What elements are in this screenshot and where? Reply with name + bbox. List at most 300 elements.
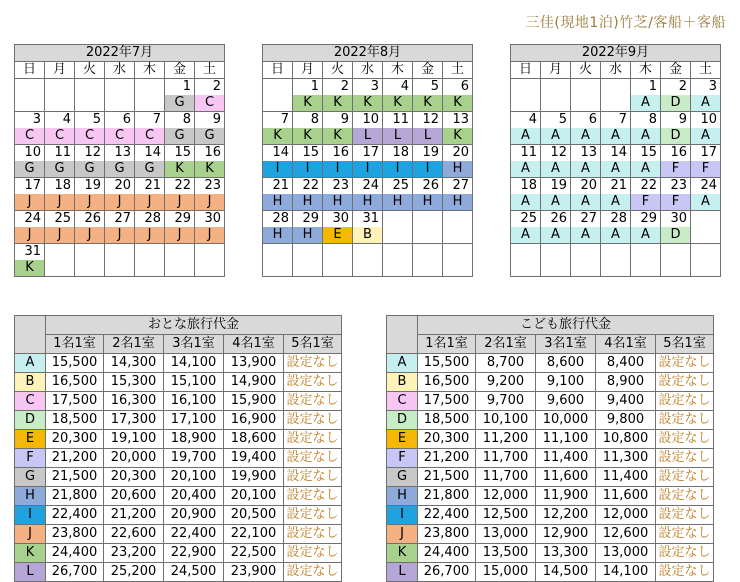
price-value: 15,900 <box>224 392 284 411</box>
calendar-day-code: I <box>323 161 353 178</box>
calendar-day-code: G <box>165 128 195 145</box>
price-not-available: 設定なし <box>656 449 714 468</box>
price-value: 20,400 <box>164 487 224 506</box>
calendar-day-number <box>541 79 571 96</box>
calendar-day-code: K <box>323 128 353 145</box>
price-value: 20,300 <box>104 468 164 487</box>
price-code-label: H <box>387 487 418 506</box>
weekday-header: 火 <box>571 62 601 79</box>
calendar-day-number <box>323 244 353 261</box>
calendar-day-code: A <box>631 227 661 244</box>
calendar-day-number: 14 <box>263 145 293 162</box>
calendar-day-number: 15 <box>293 145 323 162</box>
table-row <box>15 411 342 430</box>
price-value: 15,500 <box>46 354 104 373</box>
price-value: 17,300 <box>104 411 164 430</box>
calendar-day-code <box>105 95 135 112</box>
price-code-label: D <box>15 411 46 430</box>
price-value: 12,500 <box>476 506 536 525</box>
table-row <box>387 430 714 449</box>
price-value: 9,700 <box>476 392 536 411</box>
price-table-title: おとな旅行代金 <box>46 316 342 335</box>
price-value: 22,100 <box>224 525 284 544</box>
price-code-label: B <box>15 373 46 392</box>
calendar-day-code: I <box>293 161 323 178</box>
price-code-label: L <box>387 563 418 582</box>
price-value: 26,700 <box>46 563 104 582</box>
calendar-day-number <box>571 244 601 261</box>
calendar-day-number: 30 <box>323 211 353 228</box>
calendar-day-number: 6 <box>443 79 473 96</box>
price-code-label: L <box>15 563 46 582</box>
price-value: 9,800 <box>596 411 656 430</box>
calendar-day-code <box>571 260 601 277</box>
calendar-day-code: K <box>15 260 45 277</box>
calendar-day-number: 12 <box>75 145 105 162</box>
calendar-day-number: 24 <box>15 211 45 228</box>
calendar-august <box>262 44 473 277</box>
calendar-day-code <box>135 95 165 112</box>
calendar-day-code <box>383 227 413 244</box>
price-value: 9,200 <box>476 373 536 392</box>
calendar-day-code: H <box>413 194 443 211</box>
price-not-available: 設定なし <box>656 468 714 487</box>
weekday-header: 水 <box>353 62 383 79</box>
price-not-available: 設定なし <box>656 373 714 392</box>
table-row <box>387 487 714 506</box>
price-not-available: 設定なし <box>284 468 342 487</box>
calendar-day-code: A <box>631 128 661 145</box>
calendar-day-code: A <box>511 227 541 244</box>
calendar-day-number: 17 <box>691 145 721 162</box>
calendar-day-code <box>263 260 293 277</box>
calendar-day-code: K <box>293 95 323 112</box>
calendar-day-code: H <box>443 161 473 178</box>
calendar-day-number <box>45 79 75 96</box>
price-value: 8,600 <box>536 354 596 373</box>
weekday-header: 金 <box>165 62 195 79</box>
calendar-day-code: I <box>383 161 413 178</box>
calendar-day-code: K <box>195 161 225 178</box>
calendar-day-code: A <box>541 128 571 145</box>
calendar-day-code: K <box>383 95 413 112</box>
weekday-header: 木 <box>135 62 165 79</box>
price-value: 13,000 <box>596 544 656 563</box>
price-not-available: 設定なし <box>656 487 714 506</box>
calendar-day-code: C <box>15 128 45 145</box>
calendar-day-number: 3 <box>691 79 721 96</box>
calendar-day-code: K <box>165 161 195 178</box>
calendar-day-number: 22 <box>165 178 195 195</box>
calendar-day-number <box>135 79 165 96</box>
calendar-day-code: K <box>263 128 293 145</box>
calendar-day-number: 29 <box>165 211 195 228</box>
price-code-label: G <box>15 468 46 487</box>
price-column-header: 2名1室 <box>104 335 164 354</box>
calendar-day-code: D <box>661 128 691 145</box>
calendar-day-code: A <box>511 128 541 145</box>
price-value: 26,700 <box>418 563 476 582</box>
calendar-day-number: 2 <box>195 79 225 96</box>
calendar-day-code: J <box>195 194 225 211</box>
price-value: 22,900 <box>164 544 224 563</box>
table-row <box>387 544 714 563</box>
calendar-day-code: F <box>661 194 691 211</box>
calendar-day-code: E <box>323 227 353 244</box>
calendar-day-code <box>105 260 135 277</box>
calendar-day-code: A <box>601 161 631 178</box>
price-value: 16,900 <box>224 411 284 430</box>
calendar-day-number: 20 <box>443 145 473 162</box>
calendar-day-code <box>571 95 601 112</box>
calendar-day-code: K <box>293 128 323 145</box>
calendar-day-number: 19 <box>75 178 105 195</box>
calendar-day-code: G <box>135 161 165 178</box>
calendar-day-code: G <box>105 161 135 178</box>
price-value: 23,900 <box>224 563 284 582</box>
calendar-july <box>14 44 225 277</box>
price-not-available: 設定なし <box>284 563 342 582</box>
price-value: 25,200 <box>104 563 164 582</box>
price-value: 8,900 <box>596 373 656 392</box>
calendar-day-number: 17 <box>15 178 45 195</box>
calendar-day-code: H <box>353 194 383 211</box>
calendar-september <box>510 44 721 277</box>
calendar-day-code: G <box>15 161 45 178</box>
calendar-day-number <box>263 244 293 261</box>
calendar-day-number: 28 <box>601 211 631 228</box>
calendar-day-number: 23 <box>661 178 691 195</box>
price-value: 21,500 <box>418 468 476 487</box>
price-column-header: 1名1室 <box>418 335 476 354</box>
price-not-available: 設定なし <box>284 411 342 430</box>
price-column-header: 2名1室 <box>476 335 536 354</box>
calendar-day-number: 10 <box>353 112 383 129</box>
calendar-day-number: 6 <box>105 112 135 129</box>
calendar-day-code <box>541 95 571 112</box>
calendar-day-code <box>443 227 473 244</box>
calendar-day-number: 10 <box>691 112 721 129</box>
table-row <box>387 449 714 468</box>
calendar-day-number: 29 <box>293 211 323 228</box>
calendar-day-number: 8 <box>293 112 323 129</box>
calendar-day-code: H <box>263 194 293 211</box>
calendar-day-number: 22 <box>293 178 323 195</box>
weekday-header: 土 <box>195 62 225 79</box>
calendar-day-number <box>691 244 721 261</box>
table-row <box>387 392 714 411</box>
calendar-day-code: J <box>75 227 105 244</box>
calendar-day-code: C <box>135 128 165 145</box>
price-value: 24,400 <box>418 544 476 563</box>
calendar-day-code <box>601 95 631 112</box>
price-table-title: こども旅行代金 <box>418 316 714 335</box>
calendar-day-number: 30 <box>661 211 691 228</box>
calendar-day-code: H <box>293 194 323 211</box>
table-row <box>15 506 342 525</box>
calendar-day-number: 17 <box>353 145 383 162</box>
calendar-day-code: D <box>661 227 691 244</box>
price-value: 22,400 <box>164 525 224 544</box>
calendar-day-number: 25 <box>511 211 541 228</box>
price-code-label: C <box>15 392 46 411</box>
calendar-day-number: 22 <box>631 178 661 195</box>
weekday-header: 木 <box>631 62 661 79</box>
calendar-day-number <box>443 244 473 261</box>
calendar-day-code: H <box>443 194 473 211</box>
calendar-day-number: 8 <box>631 112 661 129</box>
calendar-day-code: K <box>353 95 383 112</box>
calendar-day-number: 26 <box>413 178 443 195</box>
calendar-day-code <box>413 260 443 277</box>
calendar-day-code: A <box>631 161 661 178</box>
calendar-day-code: J <box>45 227 75 244</box>
price-not-available: 設定なし <box>656 544 714 563</box>
calendar-day-number: 14 <box>135 145 165 162</box>
calendar-day-code: H <box>293 227 323 244</box>
price-value: 14,100 <box>164 354 224 373</box>
calendar-day-number <box>165 244 195 261</box>
calendar-day-code <box>691 227 721 244</box>
calendar-day-code: G <box>75 161 105 178</box>
price-not-available: 設定なし <box>284 430 342 449</box>
calendar-day-number: 20 <box>105 178 135 195</box>
calendar-day-number <box>105 79 135 96</box>
price-column-header: 4名1室 <box>596 335 656 354</box>
weekday-header: 土 <box>443 62 473 79</box>
price-value: 17,500 <box>418 392 476 411</box>
calendar-day-number <box>631 244 661 261</box>
calendar-day-number: 12 <box>413 112 443 129</box>
price-value: 13,000 <box>476 525 536 544</box>
price-value: 19,700 <box>164 449 224 468</box>
calendar-day-number: 26 <box>541 211 571 228</box>
calendar-day-number: 16 <box>195 145 225 162</box>
calendar-day-number: 23 <box>323 178 353 195</box>
price-not-available: 設定なし <box>656 506 714 525</box>
calendar-day-number: 30 <box>195 211 225 228</box>
table-row <box>15 373 342 392</box>
calendar-day-code <box>15 95 45 112</box>
calendar-day-number: 25 <box>45 211 75 228</box>
price-value: 19,400 <box>224 449 284 468</box>
weekday-header: 月 <box>293 62 323 79</box>
price-value: 20,000 <box>104 449 164 468</box>
calendar-day-number: 13 <box>443 112 473 129</box>
calendar-day-number: 27 <box>571 211 601 228</box>
price-value: 18,500 <box>418 411 476 430</box>
price-value: 21,200 <box>104 506 164 525</box>
calendar-day-code: A <box>541 194 571 211</box>
calendar-day-code <box>691 260 721 277</box>
price-not-available: 設定なし <box>284 544 342 563</box>
price-code-label: G <box>387 468 418 487</box>
table-row <box>15 468 342 487</box>
calendar-day-number <box>413 211 443 228</box>
weekday-header: 日 <box>263 62 293 79</box>
calendar-day-number: 15 <box>165 145 195 162</box>
calendar-day-number: 15 <box>631 145 661 162</box>
calendar-day-number: 11 <box>45 145 75 162</box>
price-not-available: 設定なし <box>656 430 714 449</box>
calendar-day-code <box>661 260 691 277</box>
calendar-day-code: H <box>383 194 413 211</box>
calendar-day-code: L <box>413 128 443 145</box>
price-code-label: C <box>387 392 418 411</box>
price-value: 12,000 <box>596 506 656 525</box>
price-value: 15,100 <box>164 373 224 392</box>
calendar-day-number: 4 <box>511 112 541 129</box>
price-value: 20,300 <box>46 430 104 449</box>
calendar-day-code: G <box>165 95 195 112</box>
price-code-label: E <box>15 430 46 449</box>
calendar-day-code <box>511 95 541 112</box>
calendar-day-code: I <box>263 161 293 178</box>
price-code-label: D <box>387 411 418 430</box>
table-row <box>387 354 714 373</box>
price-code-label: F <box>15 449 46 468</box>
calendar-day-number <box>413 244 443 261</box>
calendar-day-number: 25 <box>383 178 413 195</box>
price-value: 22,400 <box>46 506 104 525</box>
calendar-day-number: 16 <box>323 145 353 162</box>
calendar-day-number: 19 <box>413 145 443 162</box>
price-code-label: I <box>15 506 46 525</box>
calendar-day-code: H <box>263 227 293 244</box>
price-code-label: A <box>15 354 46 373</box>
calendar-day-code: C <box>75 128 105 145</box>
table-row <box>15 525 342 544</box>
price-value: 11,400 <box>536 449 596 468</box>
calendar-day-code <box>75 95 105 112</box>
price-value: 10,100 <box>476 411 536 430</box>
price-value: 20,100 <box>224 487 284 506</box>
calendar-day-number: 18 <box>383 145 413 162</box>
calendar-day-code <box>45 95 75 112</box>
calendar-day-code: H <box>323 194 353 211</box>
calendar-day-number <box>383 244 413 261</box>
weekday-header: 月 <box>541 62 571 79</box>
weekday-header: 水 <box>601 62 631 79</box>
price-value: 22,400 <box>418 506 476 525</box>
calendar-day-number: 21 <box>601 178 631 195</box>
calendar-day-number <box>601 79 631 96</box>
price-value: 16,300 <box>104 392 164 411</box>
price-value: 17,500 <box>46 392 104 411</box>
price-not-available: 設定なし <box>656 392 714 411</box>
calendar-day-number: 28 <box>263 211 293 228</box>
price-value: 19,900 <box>224 468 284 487</box>
price-column-header: 3名1室 <box>536 335 596 354</box>
calendar-day-code: F <box>691 161 721 178</box>
price-value: 21,500 <box>46 468 104 487</box>
calendar-day-code <box>75 260 105 277</box>
adult-price-table <box>14 315 342 582</box>
price-code-label: H <box>15 487 46 506</box>
calendar-day-code: F <box>661 161 691 178</box>
calendar-day-number: 13 <box>105 145 135 162</box>
calendar-day-code <box>323 260 353 277</box>
calendar-day-code: I <box>353 161 383 178</box>
calendar-day-code <box>511 260 541 277</box>
weekday-header: 火 <box>75 62 105 79</box>
weekday-header: 水 <box>105 62 135 79</box>
calendar-day-number <box>511 79 541 96</box>
calendar-day-code: C <box>195 95 225 112</box>
calendar-day-code: J <box>15 227 45 244</box>
calendar-day-code: B <box>353 227 383 244</box>
price-not-available: 設定なし <box>284 449 342 468</box>
price-value: 11,100 <box>536 430 596 449</box>
calendar-day-code: F <box>631 194 661 211</box>
calendar-day-number: 24 <box>691 178 721 195</box>
calendar-day-code: J <box>135 227 165 244</box>
price-not-available: 設定なし <box>656 563 714 582</box>
calendar-day-number: 14 <box>601 145 631 162</box>
price-code-label: J <box>387 525 418 544</box>
calendar-month-title: 2022年8月 <box>263 45 473 62</box>
price-value: 20,300 <box>418 430 476 449</box>
calendar-day-number: 18 <box>45 178 75 195</box>
calendar-day-number: 2 <box>323 79 353 96</box>
calendar-day-code: C <box>45 128 75 145</box>
price-value: 18,500 <box>46 411 104 430</box>
price-not-available: 設定なし <box>656 354 714 373</box>
weekday-header: 火 <box>323 62 353 79</box>
calendar-day-code: J <box>45 194 75 211</box>
price-code-label: I <box>387 506 418 525</box>
calendar-day-number: 7 <box>263 112 293 129</box>
calendar-month-title: 2022年7月 <box>15 45 225 62</box>
calendar-day-code: K <box>443 95 473 112</box>
calendar-day-code: J <box>195 227 225 244</box>
calendar-day-number <box>353 244 383 261</box>
price-value: 20,600 <box>104 487 164 506</box>
price-value: 11,600 <box>536 468 596 487</box>
price-value: 16,500 <box>46 373 104 392</box>
calendar-day-number <box>15 79 45 96</box>
calendar-day-code <box>165 260 195 277</box>
price-value: 8,400 <box>596 354 656 373</box>
price-value: 23,200 <box>104 544 164 563</box>
calendar-day-code: J <box>105 194 135 211</box>
calendar-day-code <box>601 260 631 277</box>
calendar-day-number: 2 <box>661 79 691 96</box>
price-column-header: 5名1室 <box>284 335 342 354</box>
calendar-day-number <box>135 244 165 261</box>
calendar-day-number: 8 <box>165 112 195 129</box>
calendar-day-code: A <box>571 227 601 244</box>
calendar-day-code: A <box>511 194 541 211</box>
calendar-day-code: A <box>691 95 721 112</box>
child-price-table <box>386 315 714 582</box>
table-row <box>387 468 714 487</box>
calendar-day-code: A <box>571 128 601 145</box>
calendar-day-code: L <box>353 128 383 145</box>
calendar-day-code: A <box>511 161 541 178</box>
table-row <box>15 544 342 563</box>
table-row <box>15 392 342 411</box>
weekday-header: 木 <box>383 62 413 79</box>
price-code-label: A <box>387 354 418 373</box>
price-value: 24,400 <box>46 544 104 563</box>
price-code-label: F <box>387 449 418 468</box>
calendar-month-title: 2022年9月 <box>511 45 721 62</box>
calendar-day-code: J <box>135 194 165 211</box>
price-value: 21,800 <box>46 487 104 506</box>
calendar-day-code <box>293 260 323 277</box>
table-row <box>15 487 342 506</box>
